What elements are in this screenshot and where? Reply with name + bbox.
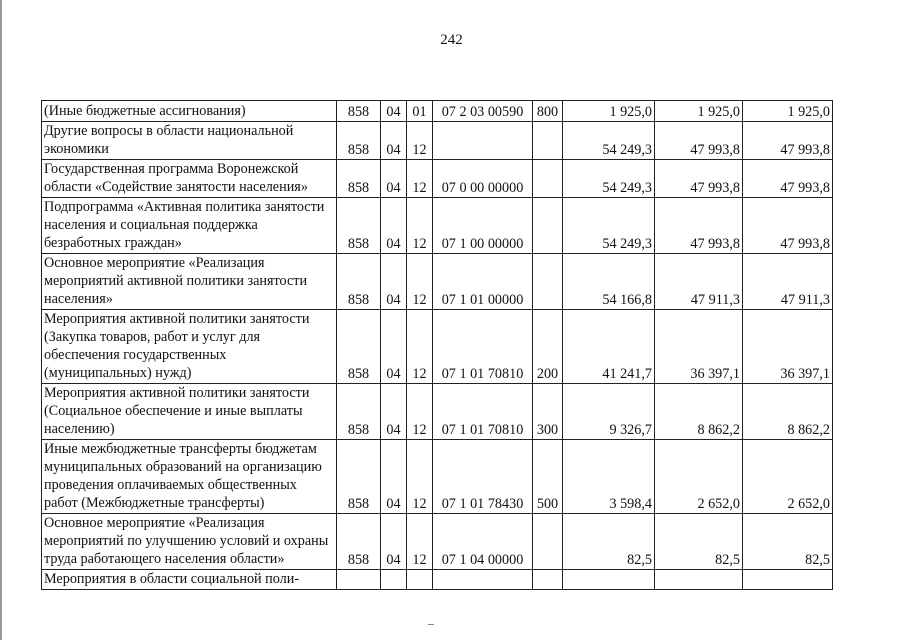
amount-year-2: 47 993,8 [655, 122, 743, 160]
expense-type-code [533, 198, 563, 254]
section-code: 04 [381, 101, 407, 122]
section-code: 04 [381, 122, 407, 160]
section-code: 04 [381, 514, 407, 570]
amount-year-1: 41 241,7 [563, 310, 655, 384]
grbs-code: 858 [337, 384, 381, 440]
grbs-code: 858 [337, 310, 381, 384]
amount-year-1 [563, 570, 655, 590]
expense-type-code [533, 570, 563, 590]
amount-year-1: 82,5 [563, 514, 655, 570]
amount-year-1: 54 249,3 [563, 122, 655, 160]
amount-year-2: 82,5 [655, 514, 743, 570]
target-article-code [433, 122, 533, 160]
subsection-code: 12 [407, 384, 433, 440]
expense-type-code: 500 [533, 440, 563, 514]
target-article-code: 07 1 01 00000 [433, 254, 533, 310]
row-name: Мероприятия в области социальной поли- [42, 570, 337, 590]
scan-left-edge [0, 0, 2, 640]
amount-year-3: 36 397,1 [743, 310, 833, 384]
amount-year-2: 2 652,0 [655, 440, 743, 514]
amount-year-1: 3 598,4 [563, 440, 655, 514]
table-row [42, 101, 833, 122]
table-row [42, 440, 833, 514]
expense-type-code: 300 [533, 384, 563, 440]
table-row [42, 514, 833, 570]
amount-year-3: 47 993,8 [743, 160, 833, 198]
amount-year-3 [743, 570, 833, 590]
subsection-code: 12 [407, 440, 433, 514]
subsection-code: 12 [407, 310, 433, 384]
table-row [42, 160, 833, 198]
page-number: 242 [440, 32, 463, 48]
amount-year-3: 47 993,8 [743, 198, 833, 254]
grbs-code [337, 570, 381, 590]
amount-year-1: 1 925,0 [563, 101, 655, 122]
grbs-code: 858 [337, 254, 381, 310]
amount-year-2: 36 397,1 [655, 310, 743, 384]
expense-type-code: 200 [533, 310, 563, 384]
amount-year-2: 8 862,2 [655, 384, 743, 440]
target-article-code: 07 0 00 00000 [433, 160, 533, 198]
grbs-code: 858 [337, 160, 381, 198]
section-code: 04 [381, 254, 407, 310]
subsection-code: 01 [407, 101, 433, 122]
row-name: Государственная программа Воронежской области «Содействие занятости населения» [42, 160, 337, 198]
table-row [42, 384, 833, 440]
amount-year-3: 8 862,2 [743, 384, 833, 440]
amount-year-3: 47 911,3 [743, 254, 833, 310]
row-name: Мероприятия активной политики занятости (Социальное обеспечение и иные выплаты населению) [42, 384, 337, 440]
section-code: 04 [381, 440, 407, 514]
amount-year-1: 54 166,8 [563, 254, 655, 310]
expense-type-code [533, 254, 563, 310]
table-row [42, 122, 833, 160]
row-name: Иные межбюджетные трансферты бюджетам муниципальных образований на организацию проведения оплачиваемых общественных работ (Межбюджетные трансферты) [42, 440, 337, 514]
amount-year-2: 47 993,8 [655, 160, 743, 198]
section-code: 04 [381, 198, 407, 254]
section-code: 04 [381, 160, 407, 198]
amount-year-2: 47 993,8 [655, 198, 743, 254]
target-article-code: 07 1 01 70810 [433, 310, 533, 384]
row-name: Мероприятия активной политики занятости (Закупка товаров, работ и услуг для обеспечения государственных (муниципальных) нужд) [42, 310, 337, 384]
target-article-code [433, 570, 533, 590]
subsection-code: 12 [407, 514, 433, 570]
subsection-code: 12 [407, 198, 433, 254]
subsection-code: 12 [407, 122, 433, 160]
target-article-code: 07 2 03 00590 [433, 101, 533, 122]
section-code: 04 [381, 310, 407, 384]
table-row [42, 254, 833, 310]
target-article-code: 07 1 04 00000 [433, 514, 533, 570]
expense-type-code [533, 514, 563, 570]
table-row [42, 570, 833, 590]
amount-year-3: 82,5 [743, 514, 833, 570]
grbs-code: 858 [337, 440, 381, 514]
row-name: Основное мероприятие «Реализация мероприятий активной политики занятости населения» [42, 254, 337, 310]
target-article-code: 07 1 01 78430 [433, 440, 533, 514]
amount-year-2: 1 925,0 [655, 101, 743, 122]
target-article-code: 07 1 00 00000 [433, 198, 533, 254]
amount-year-1: 54 249,3 [563, 198, 655, 254]
amount-year-2: 47 911,3 [655, 254, 743, 310]
grbs-code: 858 [337, 198, 381, 254]
amount-year-2 [655, 570, 743, 590]
grbs-code: 858 [337, 122, 381, 160]
subsection-code: 12 [407, 254, 433, 310]
expense-type-code: 800 [533, 101, 563, 122]
amount-year-3: 47 993,8 [743, 122, 833, 160]
amount-year-3: 2 652,0 [743, 440, 833, 514]
section-code [381, 570, 407, 590]
row-name: Другие вопросы в области национальной экономики [42, 122, 337, 160]
section-code: 04 [381, 384, 407, 440]
expense-type-code [533, 122, 563, 160]
budget-table [41, 100, 833, 590]
table-row [42, 198, 833, 254]
scan-mark [428, 624, 434, 625]
row-name: Основное мероприятие «Реализация мероприятий по улучшению условий и охраны труда работающего населения области» [42, 514, 337, 570]
grbs-code: 858 [337, 101, 381, 122]
table-row [42, 310, 833, 384]
amount-year-1: 54 249,3 [563, 160, 655, 198]
amount-year-1: 9 326,7 [563, 384, 655, 440]
target-article-code: 07 1 01 70810 [433, 384, 533, 440]
row-name: Подпрограмма «Активная политика занятости населения и социальная поддержка безработных граждан» [42, 198, 337, 254]
row-name: (Иные бюджетные ассигнования) [42, 101, 337, 122]
grbs-code: 858 [337, 514, 381, 570]
amount-year-3: 1 925,0 [743, 101, 833, 122]
subsection-code [407, 570, 433, 590]
expense-type-code [533, 160, 563, 198]
subsection-code: 12 [407, 160, 433, 198]
